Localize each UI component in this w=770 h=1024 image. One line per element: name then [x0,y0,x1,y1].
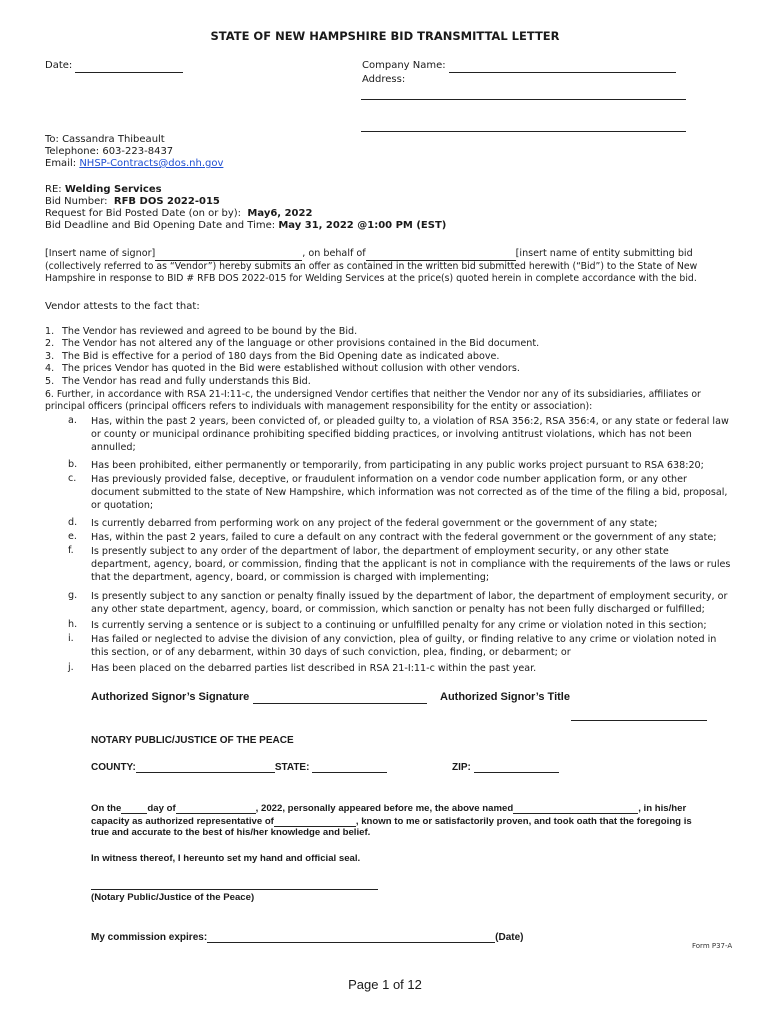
attests-heading: Vendor attests to the fact that: [45,301,200,312]
subitem-text: Is currently debarred from performing work on any project of the federal government or the government of any state; [91,518,658,529]
list-item-number: 2. [45,338,55,349]
in-his-her-text: , in his/her [638,803,687,814]
subitem-letter: d. [68,517,78,528]
company-name-field [362,60,676,73]
notary-line-2 [91,815,692,827]
list-item-number: 1. [45,326,55,337]
subitem-text: Has previously provided false, deceptive, or fraudulent information on a vendor code number application form, or any other document submitted to the state of New Hampshire, which information was not corrected as of the time of the filing a bid, proposal, or quotation; [91,474,728,511]
list-item-text: The Bid is effective for a period of 180 days from the Bid Opening date as indicated above. [62,351,500,362]
company-name-label: Company Name: [362,60,446,71]
signor-title-line[interactable] [571,720,707,721]
notary-signature-label: (Notary Public/Justice of the Peace) [91,892,255,903]
posted-date-line [45,208,312,221]
subitem-letter: j. [68,662,74,673]
commission-blank[interactable] [207,931,495,943]
re-value: Welding Services [64,184,162,195]
posted-date-label: Request for Bid Posted Date (on or by): [45,208,242,219]
list-item-number: 3. [45,351,55,362]
date-blank-line[interactable] [75,61,183,73]
representative-blank[interactable] [274,815,356,827]
subitem-text: Has been prohibited, either permanently or temporarily, from participating in any public works project pursuant to RSA 638:20; [91,460,704,471]
on-the-label: On the [91,803,122,814]
list-item-number: 4. [45,363,55,374]
county-label: COUNTY: [91,762,136,773]
form-number: Form P37-A [692,942,733,950]
subitem-text: Has, within the past 2 years, failed to cure a default on any contract with the federal government or the government of any state; [91,532,717,543]
subitem-letter: g. [68,590,78,601]
intro-line-1 [45,248,693,261]
subitem-letter: i. [68,633,74,644]
deadline-value: May 31, 2022 @1:00 PM (EST) [278,220,447,231]
notary-heading: NOTARY PUBLIC/JUSTICE OF THE PEACE [91,735,294,746]
notary-true-text: true and accurate to the best of his/her knowledge and belief. [91,827,371,838]
signor-signature-label: Authorized Signor’s Signature [91,691,250,703]
signor-name-blank[interactable] [155,249,302,261]
zip-field [452,761,559,773]
notary-signature-line[interactable] [91,889,378,890]
subitem-letter: a. [68,415,77,426]
email-link[interactable]: NHSP-Contracts@dos.nh.gov [79,158,224,169]
signor-name-prompt: [Insert name of signor] [45,248,156,259]
list-item-text: The Vendor has reviewed and agreed to be bound by the Bid. [62,326,358,337]
subitem-text: Is currently serving a sentence or is subject to a continuing or unfulfilled penalty for any crime or violation noted in this section; [91,620,707,631]
date-label: Date: [45,60,73,71]
day-of-label: day of [147,803,176,814]
email-label: Email: [45,158,77,169]
address-line-2[interactable] [361,131,686,132]
month-blank[interactable] [176,802,256,814]
capacity-text: capacity as authorized representative of [91,816,274,827]
document-title: STATE OF NEW HAMPSHIRE BID TRANSMITTAL LETTER [210,29,560,43]
item-6-line-1: 6. Further, in accordance with RSA 21-I:11-c, the undersigned Vendor certifies that neither the Vendor nor any of its subsidiaries, affiliates or [45,389,701,400]
subitem-text: Has failed or neglected to advise the division of any conviction, plea of guilty, or finding relative to any crime or violation noted in this section, or of any debarment, within 30 days of such conviction, plea, finding, or debarment; or [91,634,717,658]
subitem-text: Is presently subject to any order of the department of labor, the department of employment security, or any other state department, agency, board, or commission, finding that the applicant is not in compliance with the requirements of the laws or rules that the department, agency, board, or commission is charged with implementing; [91,546,731,583]
notary-line-1 [91,802,686,814]
year-text: , 2022, personally appeared before me, the above named [255,803,514,814]
bid-number-value: RFB DOS 2022-015 [113,196,220,207]
list-item-text: The prices Vendor has quoted in the Bid were established without collusion with other vendors. [62,363,520,374]
contact-email-row [45,158,223,171]
subitem-letter: e. [68,531,77,542]
contact-telephone: Telephone: 603-223-8437 [45,146,174,157]
bid-number-line [45,196,220,209]
date-paren-label: (Date) [495,932,524,943]
zip-label: ZIP: [452,762,471,773]
known-text: , known to me or satisfactorily proven, and took oath that the foregoing is [355,816,692,827]
subitem-letter: f. [68,545,74,556]
intro-line-3: Hampshire in response to BID # RFB DOS 2022-015 for Welding Services at the price(s) quoted herein in complete accordance with the bid. [45,273,697,284]
entity-name-blank[interactable] [366,249,516,261]
address-line-1[interactable] [361,99,686,100]
entity-name-prompt: [insert name of entity submitting bid [515,248,693,259]
county-field [91,761,387,773]
state-blank[interactable] [312,761,387,773]
bid-number-label: Bid Number: [45,196,108,207]
subitem-letter: c. [68,473,77,484]
appeared-name-blank[interactable] [513,802,638,814]
list-item-text: The Vendor has read and fully understands this Bid. [62,376,311,387]
subitem-letter: h. [68,619,78,630]
signor-signature-line[interactable] [253,703,427,704]
commission-label: My commission expires: [91,932,208,943]
subitem-letter: b. [68,459,78,470]
list-item-number: 5. [45,376,55,387]
posted-date-value: May6, 2022 [247,208,313,219]
re-line [45,184,162,197]
intro-line-2: (collectively referred to as “Vendor”) hereby submits an offer as contained in the written bid submitted herewith (“Bid”) to the State of New [45,261,698,272]
address-label: Address: [362,74,406,85]
company-name-blank-line[interactable] [449,61,676,73]
witness-text: In witness thereof, I hereunto set my hand and official seal. [91,853,361,864]
day-blank[interactable] [121,802,147,814]
on-behalf-of: , on behalf of [302,248,366,259]
zip-blank[interactable] [474,761,559,773]
subitem-text: Has been placed on the debarred parties list described in RSA 21-I:11-c within the past year. [91,663,537,674]
subitem-text: Has, within the past 2 years, been convicted of, or pleaded guilty to, a violation of RSA 356:2, RSA 356:4, or any state or federal law or county or municipal ordinance prohibiting specified bidding practices, or involving antitrust violations, which has not been annulled; [91,416,729,453]
page-number: Page 1 of 12 [348,977,422,992]
deadline-line [45,220,446,233]
contact-to: To: Cassandra Thibeault [45,134,165,145]
item-6-line-2: principal officers (principal officers refers to individuals with management responsibility for the entity or association): [45,401,593,412]
state-label: STATE: [274,762,310,773]
subitem-text: Is presently subject to any sanction or penalty finally issued by the department of labor, the department of employment security, or any other state department, agency, board, or commission, which sanction or penalty has not been fully discharged or fulfilled; [91,591,728,615]
re-label: RE: [45,184,62,195]
list-item-text: The Vendor has not altered any of the language or other provisions contained in the Bid document. [62,338,540,349]
commission-field [91,931,524,943]
county-blank[interactable] [136,761,275,773]
date-field [45,60,183,73]
deadline-label: Bid Deadline and Bid Opening Date and Time: [45,220,276,231]
signor-title-label: Authorized Signor’s Title [440,691,570,703]
